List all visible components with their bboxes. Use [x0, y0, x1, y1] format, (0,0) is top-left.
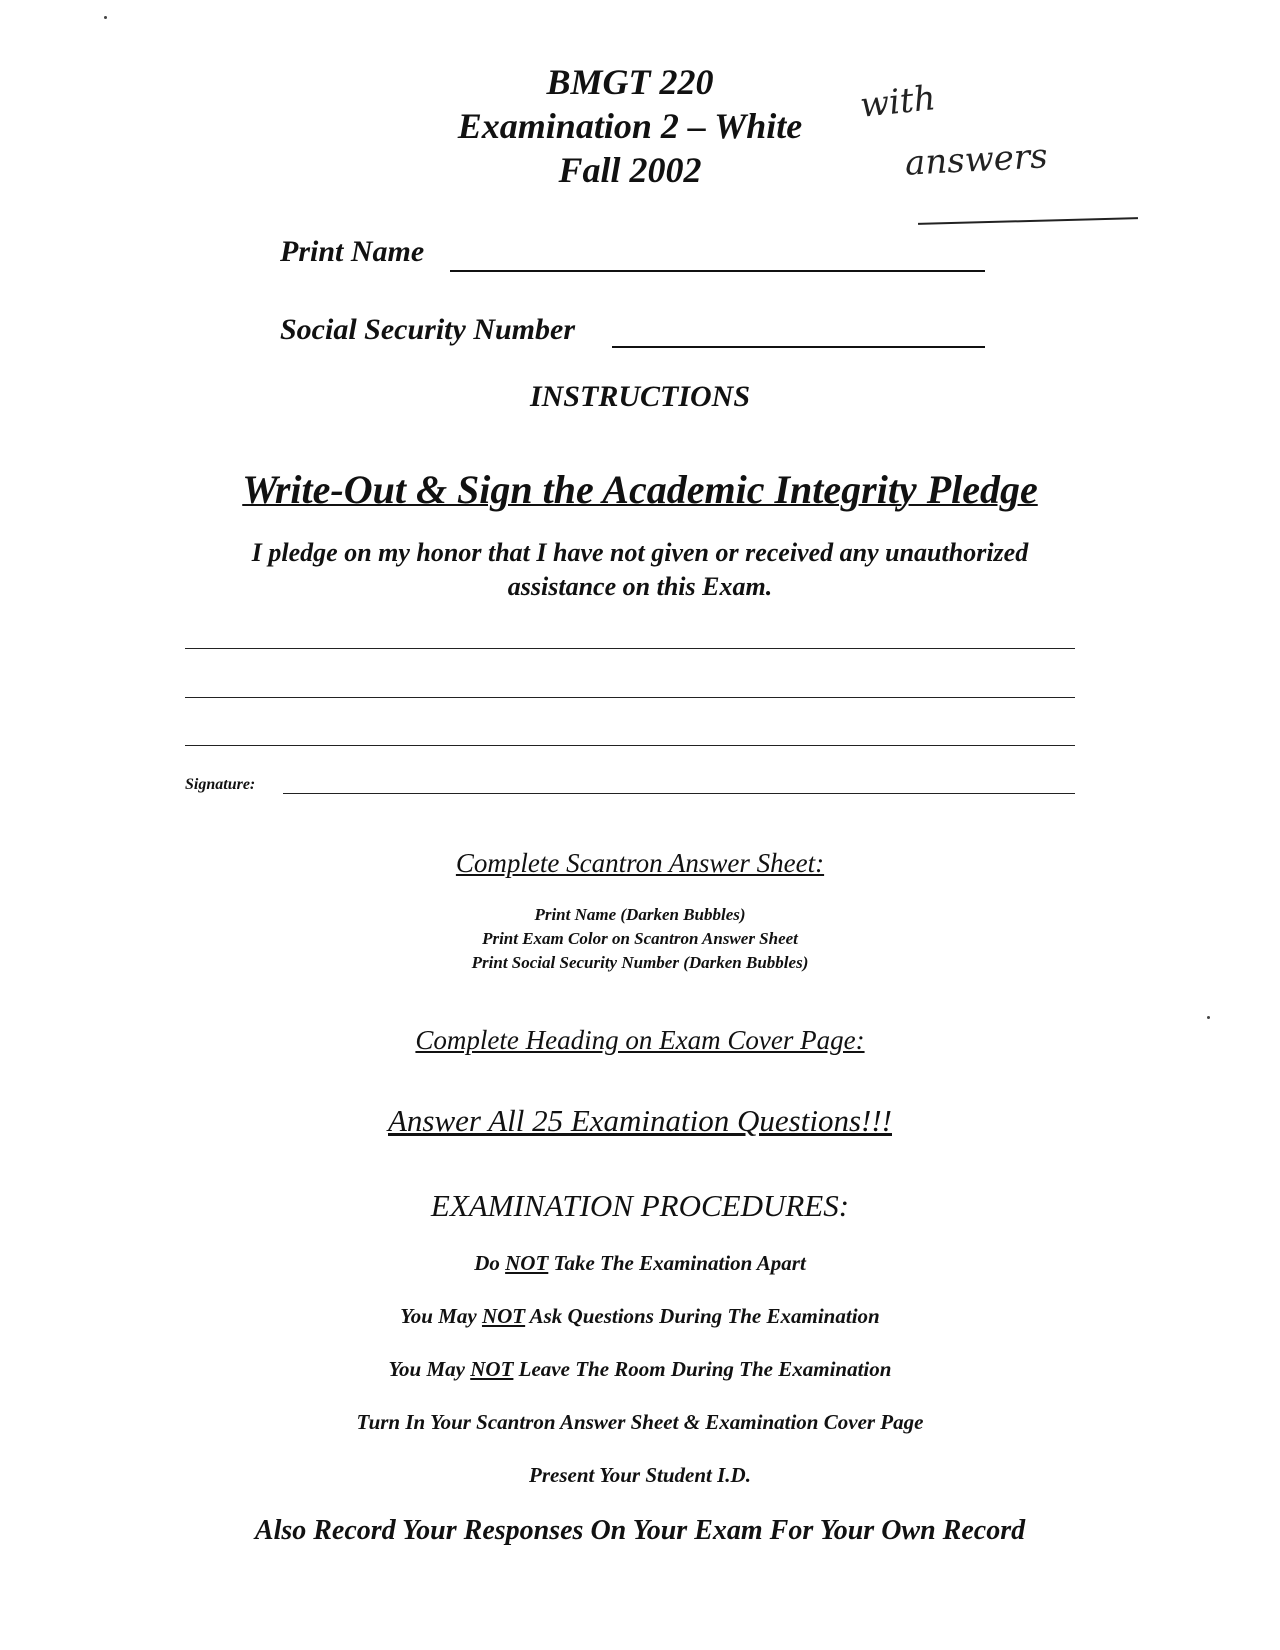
scan-speck	[104, 16, 107, 19]
pledge-write-line[interactable]	[185, 648, 1075, 649]
procedure-emphasis: NOT	[470, 1357, 514, 1381]
procedure-text: Ask Questions During The Examination	[525, 1304, 880, 1328]
procedures-title: EXAMINATION PROCEDURES:	[430, 1188, 850, 1223]
handwritten-stroke	[918, 217, 1138, 225]
pledge-write-line[interactable]	[185, 697, 1075, 698]
pledge-title: Write-Out & Sign the Academic Integrity Pledge	[242, 467, 1038, 512]
ssn-label: Social Security Number	[280, 313, 576, 346]
final-note: Also Record Your Responses On Your Exam For Your Own Record	[254, 1515, 1026, 1546]
print-name-field[interactable]	[450, 270, 985, 272]
exam-title: Examination 2 – White	[457, 106, 803, 146]
procedure-emphasis: NOT	[505, 1251, 549, 1275]
scan-speck	[1207, 1016, 1210, 1019]
procedure-item	[0, 1410, 1280, 1435]
course-code: BMGT 220	[546, 62, 714, 102]
pledge-write-line[interactable]	[185, 745, 1075, 746]
scantron-item: Print Name (Darken Bubbles)	[534, 905, 746, 924]
procedure-text: Take The Examination Apart	[548, 1251, 806, 1275]
pledge-text-line2: assistance on this Exam.	[507, 572, 773, 601]
scantron-heading: Complete Scantron Answer Sheet:	[455, 848, 825, 878]
instructions-title: INSTRUCTIONS	[529, 380, 751, 413]
procedure-item	[0, 1304, 1280, 1329]
cover-heading: Complete Heading on Exam Cover Page:	[415, 1025, 865, 1055]
signature-label: Signature:	[185, 776, 256, 793]
procedure-text: Leave The Room During The Examination	[513, 1357, 892, 1381]
signature-line[interactable]	[283, 793, 1075, 794]
procedure-item	[0, 1251, 1280, 1276]
print-name-label: Print Name	[280, 235, 425, 268]
procedure-text: You May	[388, 1357, 471, 1381]
procedure-item	[0, 1463, 1280, 1488]
scantron-item: Print Exam Color on Scantron Answer Sheet	[482, 929, 798, 948]
pledge-text-line1: I pledge on my honor that I have not given or received any unauthorized	[251, 538, 1029, 567]
procedure-emphasis: NOT	[481, 1304, 526, 1328]
scantron-item: Print Social Security Number (Darken Bubbles)	[471, 953, 809, 972]
answer-all-notice: Answer All 25 Examination Questions!!!	[388, 1103, 892, 1138]
procedure-text: Do	[474, 1251, 506, 1275]
handwritten-note-line2: answers	[904, 136, 1049, 184]
procedure-text: You May	[400, 1304, 482, 1328]
handwritten-note-line1: with	[858, 78, 938, 126]
procedure-item	[0, 1357, 1280, 1382]
procedure-text: Present Your Student I.D.	[529, 1463, 751, 1487]
ssn-field[interactable]	[612, 346, 985, 348]
procedure-text: Turn In Your Scantron Answer Sheet & Examination Cover Page	[356, 1410, 924, 1434]
exam-term: Fall 2002	[558, 150, 702, 190]
